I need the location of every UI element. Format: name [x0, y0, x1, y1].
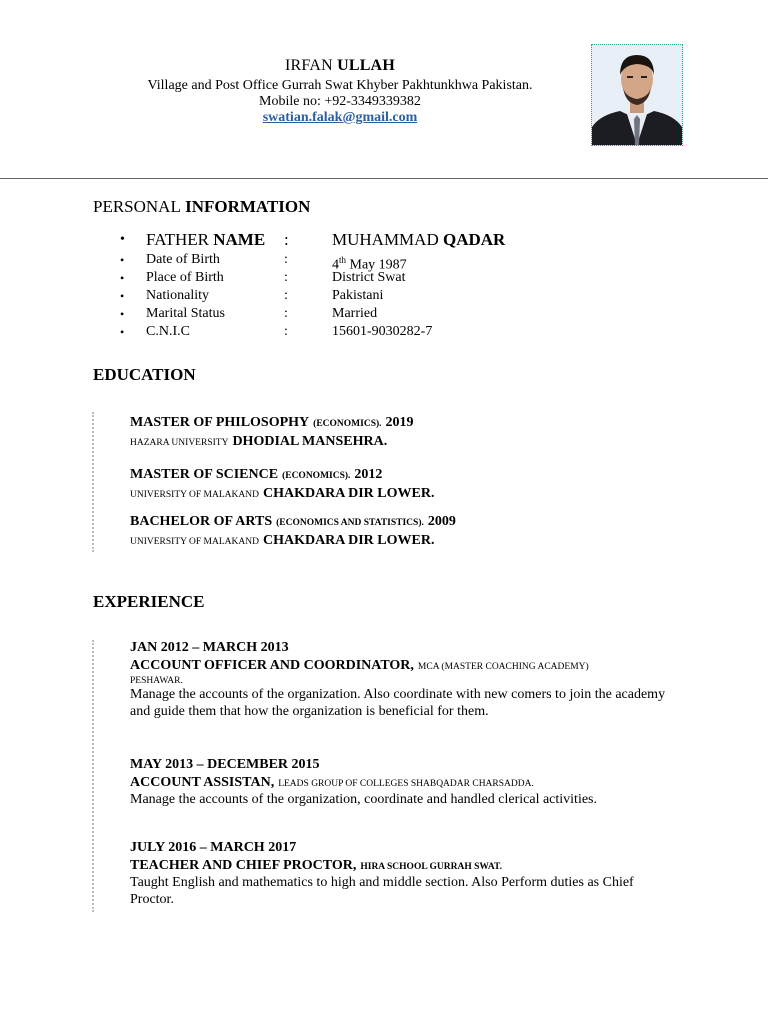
education-margin-rule — [92, 412, 94, 552]
address: Village and Post Office Gurrah Swat Khyber Pakhtunkhwa Pakistan. — [147, 78, 533, 93]
bullet-icon: • — [120, 232, 125, 247]
education-heading: EDUCATION — [93, 365, 196, 384]
experience-dates: JULY 2016 – MARCH 2017 — [130, 840, 297, 855]
experience-margin-rule — [92, 640, 94, 912]
profile-photo — [591, 44, 683, 146]
personal-info-heading: PERSONAL INFORMATION — [93, 197, 311, 216]
name-last: ULLAH — [337, 57, 395, 74]
bullet-icon: • — [120, 289, 125, 303]
person-portrait-icon — [592, 45, 682, 145]
experience-description: Manage the accounts of the organization. Also coordinate with new comers to join the academy and guide them that how the organization is beneficial for them. — [130, 687, 666, 719]
education-entry: MASTER OF PHILOSOPHY (ECONOMICS). 2019 HAZARA UNIVERSITY DHODIAL MANSEHRA. — [130, 415, 414, 449]
bullet-icon: • — [120, 271, 125, 285]
experience-heading: EXPERIENCE — [93, 592, 205, 611]
experience-entry: JAN 2012 – MARCH 2013 ACCOUNT OFFICER AND COORDINATOR, MCA (MASTER COACHING ACADEMY) PESHAWAR. Manage the accounts of the organization. Also coordinate with new comers to join the academy and guide them that how the organization is beneficial for them. — [130, 640, 675, 720]
email-link[interactable]: swatian.falak@gmail.com — [262, 110, 418, 125]
bullet-icon: • — [120, 253, 125, 267]
name-first: IRFAN — [285, 57, 333, 74]
header-divider — [0, 178, 768, 179]
separator: : — [284, 230, 289, 249]
experience-dates: MAY 2013 – DECEMBER 2015 — [130, 757, 320, 772]
bullet-icon: • — [120, 307, 125, 321]
experience-description: Taught English and mathematics to high and middle section. Also Perform duties as Chief Proctor. — [130, 875, 634, 907]
experience-description: Manage the accounts of the organization, coordinate and handled clerical activities. — [130, 792, 597, 807]
education-entry: MASTER OF SCIENCE (ECONOMICS). 2012 UNIVERSITY OF MALAKAND CHAKDARA DIR LOWER. — [130, 467, 435, 501]
education-entry: BACHELOR OF ARTS (ECONOMICS AND STATISTICS). 2009 UNIVERSITY OF MALAKAND CHAKDARA DIR LOWER. — [130, 514, 456, 548]
candidate-name — [0, 57, 680, 75]
experience-entry: JULY 2016 – MARCH 2017 TEACHER AND CHIEF PROCTOR, HIRA SCHOOL GURRAH SWAT. Taught English and mathematics to high and middle section. Also Perform duties as Chief Proctor. — [130, 840, 675, 908]
mobile-number: Mobile no: +92-3349339382 — [259, 94, 421, 109]
experience-dates: JAN 2012 – MARCH 2013 — [130, 640, 289, 655]
bullet-icon: • — [120, 325, 125, 339]
experience-entry: MAY 2013 – DECEMBER 2015 ACCOUNT ASSISTAN, LEADS GROUP OF COLLEGES SHABQADAR CHARSADDA. Manage the accounts of the organization, coordinate and handled clerical activities. — [130, 757, 675, 808]
